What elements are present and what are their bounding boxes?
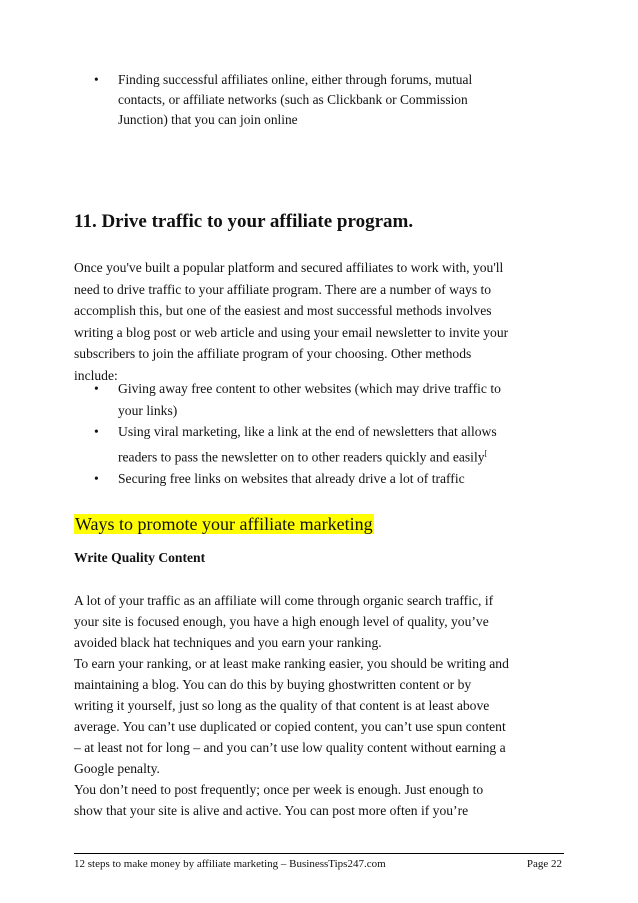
footer-title: 12 steps to make money by affiliate marketing – BusinessTips247.com bbox=[74, 858, 386, 870]
paragraph-line: subscribers to join the affiliate program of your choosing. Other methods bbox=[74, 346, 472, 361]
bullet-text-line: contacts, or affiliate networks (such as Clickbank or Commission bbox=[118, 92, 468, 107]
highlighted-heading-wrap bbox=[74, 512, 574, 536]
bullet-text-line: Using viral marketing, like a link at the end of newsletters that allows bbox=[118, 424, 497, 439]
paragraph-line: – at least not for long – and you can’t use low quality content without earning a bbox=[74, 740, 506, 755]
paragraph-line: show that your site is alive and active. You can post more often if you’re bbox=[74, 803, 469, 818]
bullet-text-line: your links) bbox=[118, 402, 178, 418]
footer-divider bbox=[74, 853, 564, 854]
methods-bullet-list bbox=[74, 378, 574, 489]
paragraph-line: Once you've built a popular platform and secured affiliates to work with, you'll bbox=[74, 260, 504, 275]
footnote-mark: [ bbox=[484, 448, 488, 458]
highlighted-heading: Ways to promote your affiliate marketing bbox=[75, 514, 373, 534]
paragraph-line: accomplish this, but one of the easiest and most successful methods involves bbox=[74, 303, 492, 318]
subheading: Write Quality Content bbox=[74, 550, 206, 565]
bullet-icon: • bbox=[94, 72, 99, 87]
bullet-icon: • bbox=[94, 381, 99, 396]
bullet-text-line: Securing free links on websites that already drive a lot of traffic bbox=[118, 470, 465, 486]
paragraph-line: A lot of your traffic as an affiliate will come through organic search traffic, if bbox=[74, 593, 494, 608]
paragraph-line: writing a blog post or web article and using your email newsletter to invite your bbox=[74, 324, 509, 340]
list-item bbox=[74, 468, 574, 490]
bullet-text-line: Finding successful affiliates online, either through forums, mutual bbox=[118, 72, 473, 87]
section-heading: 11. Drive traffic to your affiliate program. bbox=[74, 211, 414, 232]
top-bullet-list bbox=[74, 70, 574, 130]
bullet-text-line: Junction) that you can join online bbox=[118, 112, 298, 127]
paragraph-line: maintaining a blog. You can do this by buying ghostwritten content or by bbox=[74, 677, 472, 692]
paragraph-line: your site is focused enough, you have a high enough level of quality, you’ve bbox=[74, 614, 489, 629]
paragraph-line: avoided black hat techniques and you earn your ranking. bbox=[74, 635, 382, 650]
paragraph-line: include: bbox=[74, 367, 118, 383]
paragraph-line: You don’t need to post frequently; once per week is enough. Just enough to bbox=[74, 782, 484, 797]
list-item bbox=[74, 70, 574, 130]
bullet-text-line: readers to pass the newsletter on to other readers quickly and easily bbox=[118, 449, 485, 465]
page-number: Page 22 bbox=[526, 858, 562, 870]
paragraph-line: Google penalty. bbox=[74, 761, 160, 776]
bullet-icon: • bbox=[94, 470, 99, 486]
bullet-text-line: Giving away free content to other websites (which may drive traffic to bbox=[118, 381, 501, 396]
list-item bbox=[74, 378, 574, 421]
paragraph-line: To earn your ranking, or at least make ranking easier, you should be writing and bbox=[74, 656, 509, 671]
bullet-icon: • bbox=[94, 424, 99, 439]
paragraph-line: writing it yourself, just so long as the quality of that content is at least above bbox=[74, 698, 490, 713]
body-paragraph bbox=[74, 590, 574, 821]
list-item bbox=[74, 421, 574, 468]
section-paragraph bbox=[74, 257, 574, 386]
paragraph-line: need to drive traffic to your affiliate program. There are a number of ways to bbox=[74, 281, 492, 297]
paragraph-line: average. You can’t use duplicated or copied content, you can’t use spun content bbox=[74, 719, 506, 734]
